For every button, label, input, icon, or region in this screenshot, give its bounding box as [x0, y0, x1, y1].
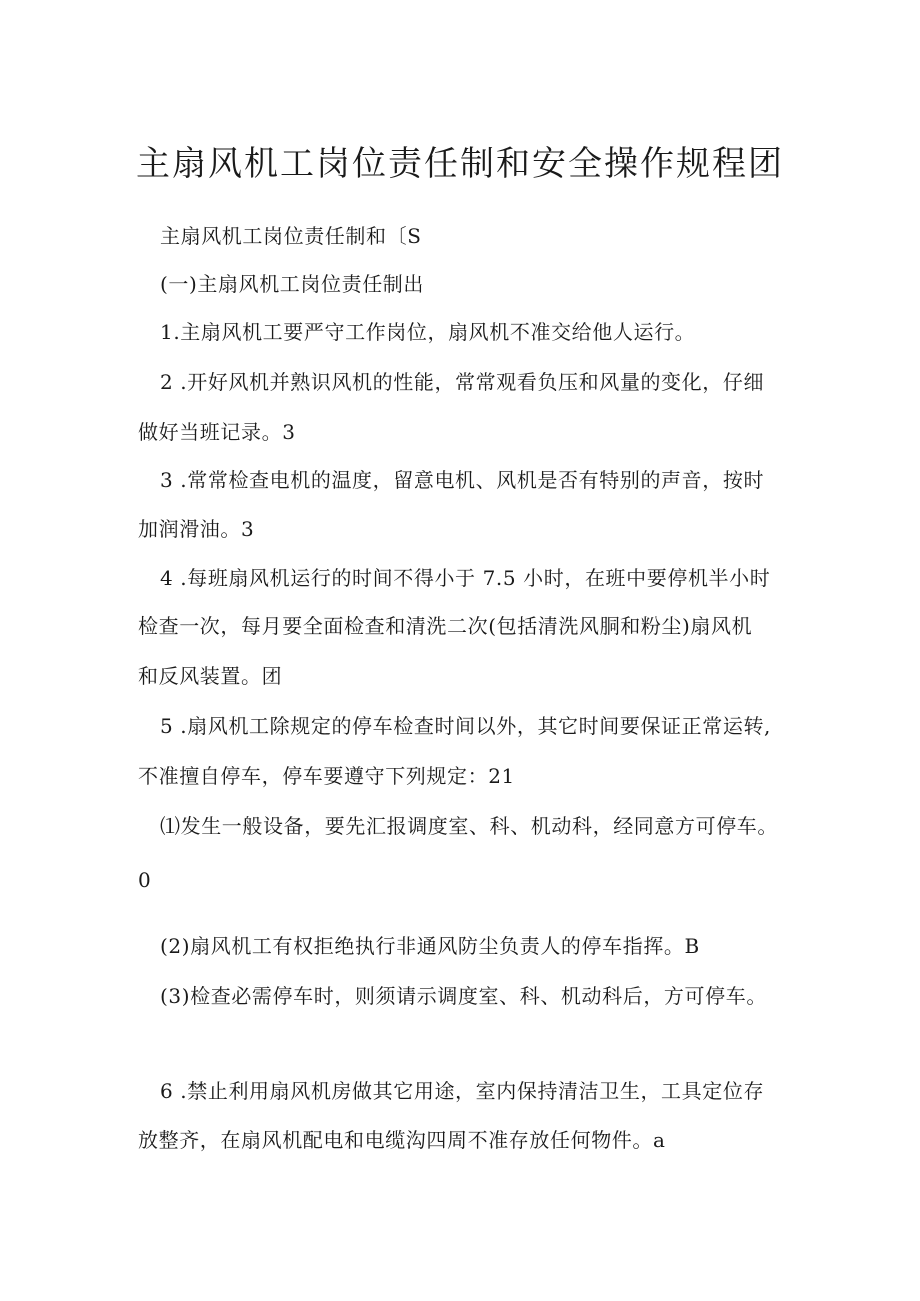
paragraph-line: 做好当班记录。3: [138, 420, 296, 444]
paragraph-line: (3)检查必需停车时，则须请示调度室、科、机动科后，方可停车。: [160, 984, 767, 1008]
paragraph-line: 3 .常常检查电机的温度，留意电机、风机是否有特别的声音，按时: [160, 468, 765, 492]
paragraph-line: 检查一次，每月要全面检查和清洗二次(包括清洗风胴和粉尘)扇风机: [138, 614, 753, 638]
subsection-heading: (一)主扇风机工岗位责任制出: [160, 272, 425, 296]
paragraph-line: 5 .扇风机工除规定的停车检查时间以外，其它时间要保证正常运转,: [160, 714, 771, 738]
paragraph-line: 和反风装置。团: [138, 664, 283, 688]
paragraph-line: ⑴发生一般设备，要先汇报调度室、科、机动科，经同意方可停车。: [160, 814, 778, 838]
paragraph-line: (2)扇风机工有权拒绝执行非通风防尘负责人的停车指挥。B: [160, 934, 700, 958]
paragraph-line: 放整齐，在扇风机配电和电缆沟四周不准存放任何物件。a: [138, 1128, 666, 1152]
paragraph-line: 0: [138, 868, 152, 892]
document-title: 主扇风机工岗位责任制和安全操作规程团: [136, 144, 784, 184]
paragraph-line: 4 .每班扇风机运行的时间不得小于 7.5 小时，在班中要停机半小时: [160, 566, 771, 590]
paragraph-line: 1.主扇风机工要严守工作岗位，扇风机不准交给他人运行。: [160, 320, 696, 344]
paragraph-line: 6 .禁止利用扇风机房做其它用途，室内保持清洁卫生，工具定位存: [160, 1079, 765, 1103]
section-heading: 主扇风机工岗位责任制和〔S: [160, 224, 422, 248]
paragraph-line: 不准擅自停车，停车要遵守下列规定：21: [138, 764, 515, 788]
paragraph-line: 加润滑油。3: [138, 517, 255, 541]
paragraph-line: 2 .开好风机并熟识风机的性能，常常观看负压和风量的变化，仔细: [160, 370, 765, 394]
